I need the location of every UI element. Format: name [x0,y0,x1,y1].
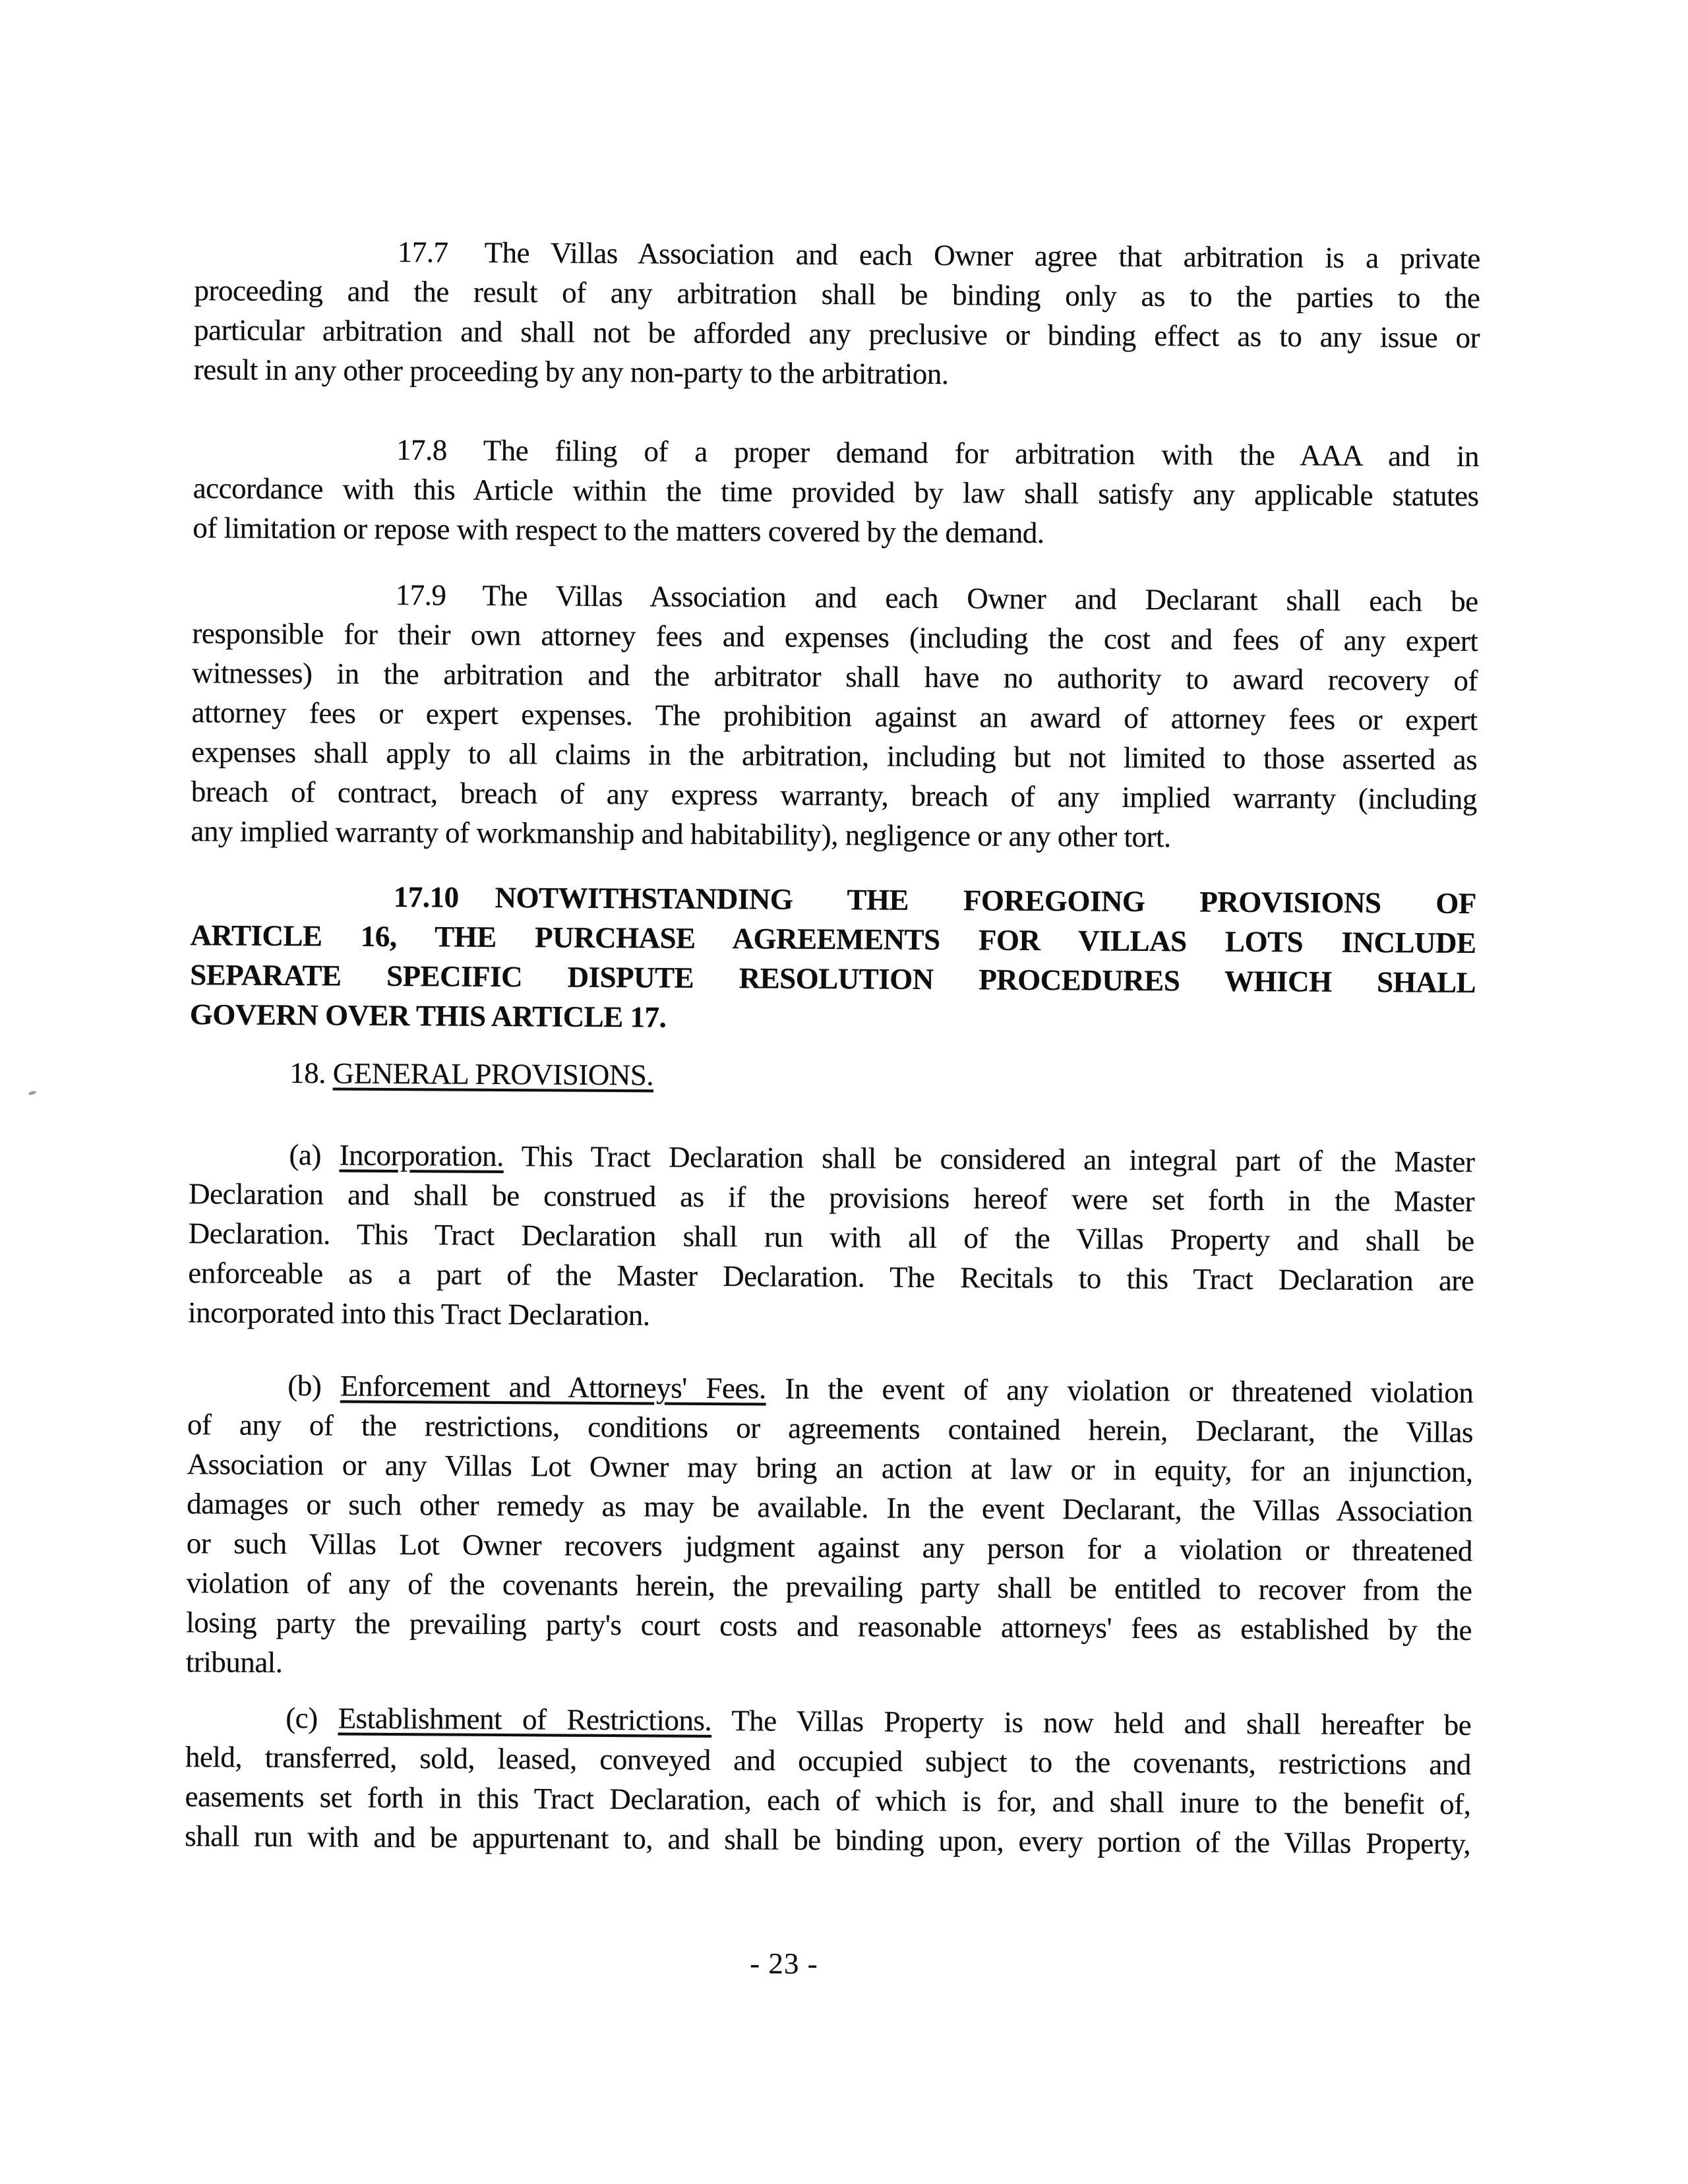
para-17-10 [190,876,1476,1042]
text-segment: enforceable as a part of the Master Declaration. The Recitals to this Tract Declaration are [188,1256,1474,1298]
text-segment: SEPARATE SPECIFIC DISPUTE RESOLUTION PROCEDURES WHICH SHALL [190,958,1476,1000]
text-line [190,994,1476,1042]
text-line [185,1816,1470,1864]
text-segment: 18. [289,1056,326,1090]
text-segment: Declaration and shall be construed as if the provisions hereof were set forth in the Master [188,1177,1475,1219]
text-segment: of limitation or repose with respect to the matters covered by the demand. [193,511,1044,550]
text-segment: particular arbitration and shall not be afforded any preclusive or binding effect as to any issue or [193,313,1480,355]
text-segment: any implied warranty of workmanship and habitability), negligence or any other tort. [191,814,1171,854]
text-segment: In the event of any violation or threatened violation [785,1372,1474,1410]
text-segment: The Villas Association and each Owner and Declarant shall each be [482,578,1478,619]
text-segment: accordance with this Article within the time provided by law shall satisfy any applicable statutes [193,471,1479,513]
para-17-7 [194,231,1480,397]
section-number: 17.10 [393,880,459,914]
text-line [194,349,1480,397]
text-segment: NOTWITHSTANDING THE FOREGOING PROVISIONS OF [495,880,1477,921]
text-segment: proceeding and the result of any arbitration shall be binding only as to the parties to the [194,274,1480,315]
heading-18 [189,1052,1475,1100]
para-18-c [185,1697,1471,1864]
text-segment: violation of any of the covenants herein, the prevailing party shall be entitled to recover from the [186,1566,1472,1608]
text-segment: easements set forth in this Tract Declaration, each of which is for, and shall inure to the benefit of, [185,1780,1471,1821]
text-segment: (a) [289,1138,322,1172]
text-line [191,811,1476,859]
text-line [188,1292,1474,1340]
text-segment: or such Villas Lot Owner recovers judgment against any person for a violation or threatened [186,1527,1473,1568]
text-segment: of any of the restrictions, conditions or agreements contained herein, Declarant, the Villas [187,1408,1474,1449]
section-number: 17.7 [397,235,448,269]
text-segment: This Tract Declaration shall be considered an integral part of the Master [521,1139,1475,1179]
text-segment: Declaration. This Tract Declaration shall run with all of the Villas Property and shall be [188,1217,1474,1258]
text-line [193,508,1478,555]
text-segment: The filing of a proper demand for arbitration with the AAA and in [483,433,1480,473]
underlined-title: Establishment of Restrictions. [338,1701,712,1737]
text-segment: expenses shall apply to all claims in the arbitration, including but not limited to those asserted as [191,735,1478,777]
text-segment: responsible for their own attorney fees and expenses (including the cost and fees of any expert [192,617,1478,658]
underlined-title: GENERAL PROVISIONS. [332,1056,654,1092]
text-segment: ARTICLE 16, THE PURCHASE AGREEMENTS FOR VILLAS LOTS INCLUDE [190,919,1476,960]
underlined-title: Enforcement and Attorneys' Fees. [340,1369,766,1405]
text-line [186,1642,1472,1689]
text-segment: result in any other proceeding by any non-party to the arbitration. [193,353,949,391]
para-17-9 [191,574,1478,859]
text-segment: incorporated into this Tract Declaration. [187,1296,650,1332]
section-number: 17.8 [396,433,447,467]
text-segment: (b) [287,1369,322,1403]
text-segment: damages or such other remedy as may be available. In the event Declarant, the Villas Association [187,1487,1473,1529]
text-segment: GOVERN OVER THIS ARTICLE 17. [189,998,667,1034]
text-line [186,1602,1472,1650]
section-number: 17.9 [395,578,446,612]
underlined-title: Incorporation. [339,1138,504,1173]
text-segment: held, transferred, sold, leased, conveyed and occupied subject to the covenants, restrictions and [185,1740,1472,1782]
para-17-8 [193,429,1479,555]
text-segment: witnesses) in the arbitration and the arbitrator shall have no authority to award recovery of [191,656,1478,698]
text-segment: losing party the prevailing party's court costs and reasonable attorneys' fees as established by the [186,1606,1472,1647]
text-segment: tribunal. [185,1645,283,1679]
page-number: - 23 - [750,1947,818,1980]
text-segment: (c) [286,1701,318,1735]
text-segment: shall run with and be appurtenant to, and shall be binding upon, every portion of the Villas Property, [185,1819,1471,1861]
text-segment: breach of contract, breach of any express warranty, breach of any implied warranty (including [191,775,1477,816]
text-line [189,1052,1475,1100]
text-segment: The Villas Property is now held and shall hereafter be [731,1704,1472,1742]
text-segment: attorney fees or expert expenses. The prohibition against an award of attorney fees or expert [191,696,1478,737]
para-18-b [186,1365,1474,1689]
text-segment: Association or any Villas Lot Owner may bring an action at law or in equity, for an injunction, [187,1447,1473,1489]
text-segment: The Villas Association and each Owner agree that arbitration is a private [484,235,1480,276]
para-18-a [188,1134,1475,1340]
